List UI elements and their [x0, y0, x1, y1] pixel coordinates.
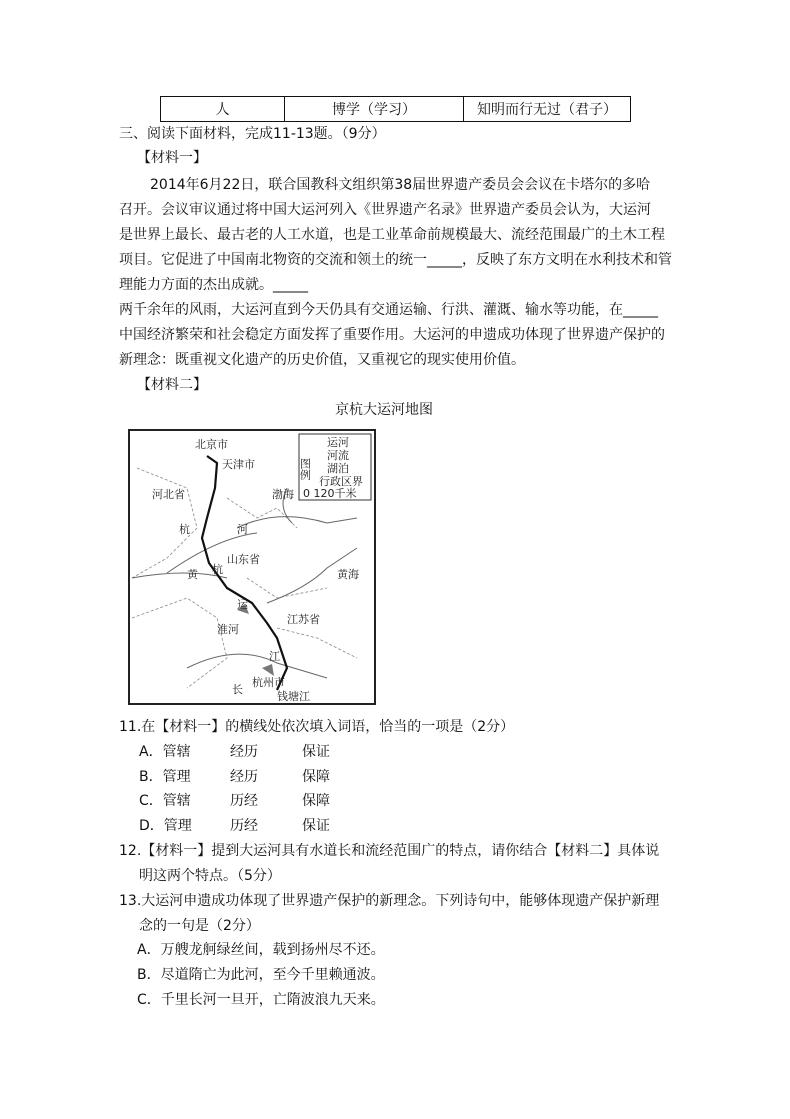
- question-13-stem-cont: 念的一句是（2分）: [139, 918, 260, 934]
- label-canal: 运: [237, 598, 248, 611]
- label-hangzhou: 杭州市: [252, 676, 285, 689]
- material1-line: 2014年6月22日，联合国教科文组织第38届世界遗产委员会会议在卡塔尔的多哈: [150, 177, 651, 193]
- option-d: D．管理: [139, 818, 192, 834]
- legend-item: 运河: [327, 436, 349, 449]
- label-canal: 杭: [212, 563, 223, 576]
- label-yellow-river: 河: [237, 523, 248, 536]
- option-c: C．管辖: [139, 793, 191, 809]
- label-beijing: 北京市: [195, 438, 228, 451]
- table-cell: 人: [161, 97, 285, 122]
- material1-line: 理能力方面的杰出成就。_____: [119, 277, 308, 293]
- legend-item: 湖泊: [327, 462, 349, 475]
- material1-line: 召开。会议审议通过将中国大运河列入《世界遗产名录》世界遗产委员会认为，大运河: [119, 202, 651, 218]
- label-tianjin: 天津市: [222, 458, 255, 471]
- legend-item: 行政区界: [319, 475, 363, 488]
- option-c-word2: 历经: [230, 793, 258, 809]
- label-yellow-sea: 黄海: [337, 568, 359, 581]
- question-12-stem-cont: 明这两个特点。（5分）: [139, 868, 281, 884]
- option-b: B．管理: [139, 769, 191, 785]
- table-last-row: [160, 96, 631, 122]
- label-qiantang: 钱塘江: [277, 690, 310, 703]
- legend-item: 河流: [327, 449, 349, 462]
- label-bohai: 渤海: [272, 488, 294, 501]
- legend-title: 图例: [298, 458, 312, 480]
- question-12-stem: 12.【材料一】提到大运河具有水道长和流经范围广的特点，请你结合【材料二】具体说: [119, 843, 660, 859]
- label-yangtze: 江: [269, 650, 280, 663]
- label-canal: 杭: [179, 523, 190, 536]
- option-c: C．千里长河一旦开，亡隋波浪九天来。: [137, 992, 385, 1008]
- label-yangtze: 长: [232, 683, 243, 696]
- material1-line: 中国经济繁荣和社会稳定方面发挥了重要作用。大运河的申遗成功体现了世界遗产保护的: [119, 327, 665, 343]
- map-title: 京杭大运河地图: [335, 402, 433, 418]
- label-hebei: 河北省: [152, 488, 185, 501]
- label-shandong: 山东省: [227, 553, 260, 566]
- table-cell: 博学（学习）: [285, 97, 464, 122]
- label-yellow-river: 黄: [187, 568, 198, 581]
- material1-line: 两千余年的风雨，大运河直到今天仍具有交通运输、行洪、灌溉、输水等功能，在_____: [119, 302, 658, 318]
- section-title: 三、阅读下面材料，完成11-13题。（9分）: [119, 126, 386, 142]
- label-jiangsu: 江苏省: [287, 613, 320, 626]
- option-a: A．管辖: [139, 744, 191, 760]
- option-b-word3: 保障: [302, 769, 330, 785]
- material1-line: 是世界上最长、最古老的人工水道，也是工业革命前规模最大、流经范围最广的土木工程: [119, 227, 665, 243]
- material1-heading: 【材料一】: [137, 150, 207, 166]
- question-13-stem: 13.大运河申遗成功体现了世界遗产保护的新理念。下列诗句中，能够体现遗产保护新理: [119, 893, 660, 909]
- grand-canal-map: [127, 428, 377, 706]
- option-a-word3: 保证: [302, 744, 330, 760]
- option-d-word2: 历经: [230, 818, 258, 834]
- option-a: A．万艘龙舸绿丝间，载到扬州尽不还。: [137, 942, 385, 958]
- option-b: B．尽道隋亡为此河，至今千里赖通波。: [137, 967, 385, 983]
- option-b-word2: 经历: [230, 769, 258, 785]
- material1-line: 新理念：既重视文化遗产的历史价值，又重视它的现实使用价值。: [119, 352, 525, 368]
- material2-heading: 【材料二】: [137, 377, 207, 393]
- option-a-word2: 经历: [230, 744, 258, 760]
- option-c-word3: 保障: [302, 793, 330, 809]
- table-cell: 知明而行无过（君子）: [464, 97, 631, 122]
- map-scale: 0 120千米: [303, 487, 357, 500]
- option-d-word3: 保证: [302, 818, 330, 834]
- label-huaihe: 淮河: [217, 623, 239, 636]
- question-11-stem: 11.在【材料一】的横线处依次填入词语，恰当的一项是（2分）: [119, 719, 515, 735]
- material1-line: 项目。它促进了中国南北物资的交流和领土的统一_____，反映了东方文明在水利技术和管: [119, 252, 672, 268]
